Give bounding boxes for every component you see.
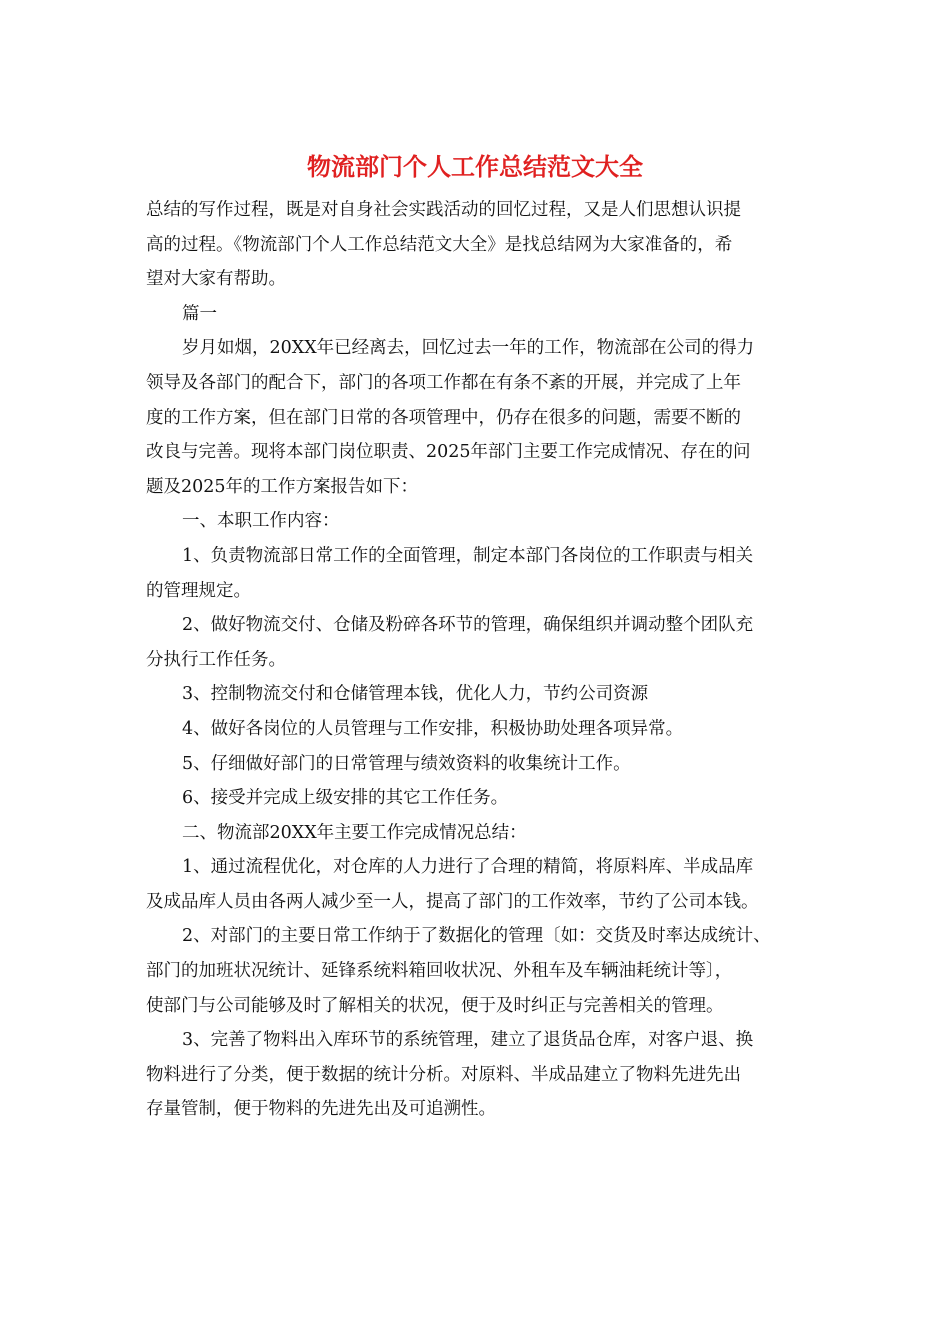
text-line: 物料进行了分类，便于数据的统计分析。对原料、半成品建立了物料先进先出 <box>146 1064 741 1085</box>
paragraph-section-label <box>146 297 826 332</box>
text-line: 总结的写作过程，既是对自身社会实践活动的回忆过程，又是人们思想认识提 <box>146 200 741 220</box>
text-line: 1、通过流程优化，对仓库的人力进行了合理的精简，将原料库、半成品库 <box>182 857 754 878</box>
text-line: 使部门与公司能够及时了解相关的状况，便于及时纠正与完善相关的管理。 <box>146 995 724 1016</box>
section-heading <box>146 504 826 539</box>
list-item <box>146 781 826 816</box>
text-line: 存量管制，便于物料的先进先出及可追溯性。 <box>146 1099 496 1120</box>
text-line: 6、接受并完成上级安排的其它工作任务。 <box>182 788 509 809</box>
text-line: 望对大家有帮助。 <box>146 269 286 290</box>
text-line: 4、做好各岗位的人员管理与工作安排，积极协助处理各项异常。 <box>182 718 684 739</box>
list-item <box>146 850 826 919</box>
text-line: 的管理规定。 <box>146 580 251 601</box>
list-item <box>146 608 826 677</box>
paragraph-overview <box>146 331 826 504</box>
text-line: 改良与完善。现将本部门岗位职责、2025年部门主要工作完成情况、存在的问 <box>146 442 751 463</box>
list-item <box>146 539 826 608</box>
document-title: 物流部门个人工作总结范文大全 <box>307 152 643 181</box>
text-line: 岁月如烟，20XX年已经离去，回忆过去一年的工作，物流部在公司的得力 <box>182 338 755 359</box>
document-body <box>146 193 826 1127</box>
section-heading <box>146 816 826 851</box>
text-line: 3、控制物流交付和仓储管理本钱，优化人力，节约公司资源 <box>182 684 649 705</box>
list-item <box>146 1023 826 1127</box>
text-line: 一、本职工作内容： <box>182 511 340 532</box>
text-line: 1、负责物流部日常工作的全面管理，制定本部门各岗位的工作职责与相关 <box>182 545 754 566</box>
list-item <box>146 747 826 782</box>
text-line: 2、对部门的主要日常工作纳于了数据化的管理〔如：交货及时率达成统计、 <box>182 926 771 947</box>
text-line: 部门的加班状况统计、延锋系统料箱回收状况、外租车及车辆油耗统计等〕， <box>146 961 733 982</box>
text-line: 分执行工作任务。 <box>146 649 286 670</box>
text-line: 高的过程。《物流部门个人工作总结范文大全》是找总结网为大家准备的，希 <box>146 234 733 255</box>
paragraph-intro <box>146 193 826 297</box>
text-line: 二、物流部20XX年主要工作完成情况总结： <box>182 822 527 843</box>
text-line: 及成品库人员由各两人减少至一人，提高了部门的工作效率，节约了公司本钱。 <box>146 891 759 912</box>
text-line: 3、完善了物料出入库环节的系统管理，建立了退货品仓库，对客户退、换 <box>182 1030 754 1051</box>
list-item <box>146 919 826 1023</box>
text-line: 度的工作方案，但在部门日常的各项管理中，仍存在很多的问题，需要不断的 <box>146 407 741 428</box>
text-line: 领导及各部门的配合下，部门的各项工作都在有条不紊的开展，并完成了上年 <box>146 372 741 393</box>
list-item <box>146 712 826 747</box>
text-line: 2、做好物流交付、仓储及粉碎各环节的管理，确保组织并调动整个团队充 <box>182 615 754 636</box>
text-line: 5、仔细做好部门的日常管理与绩效资料的收集统计工作。 <box>182 753 631 774</box>
text-line: 篇一 <box>182 303 217 324</box>
list-item <box>146 677 826 712</box>
text-line: 题及2025年的工作方案报告如下： <box>146 476 419 497</box>
